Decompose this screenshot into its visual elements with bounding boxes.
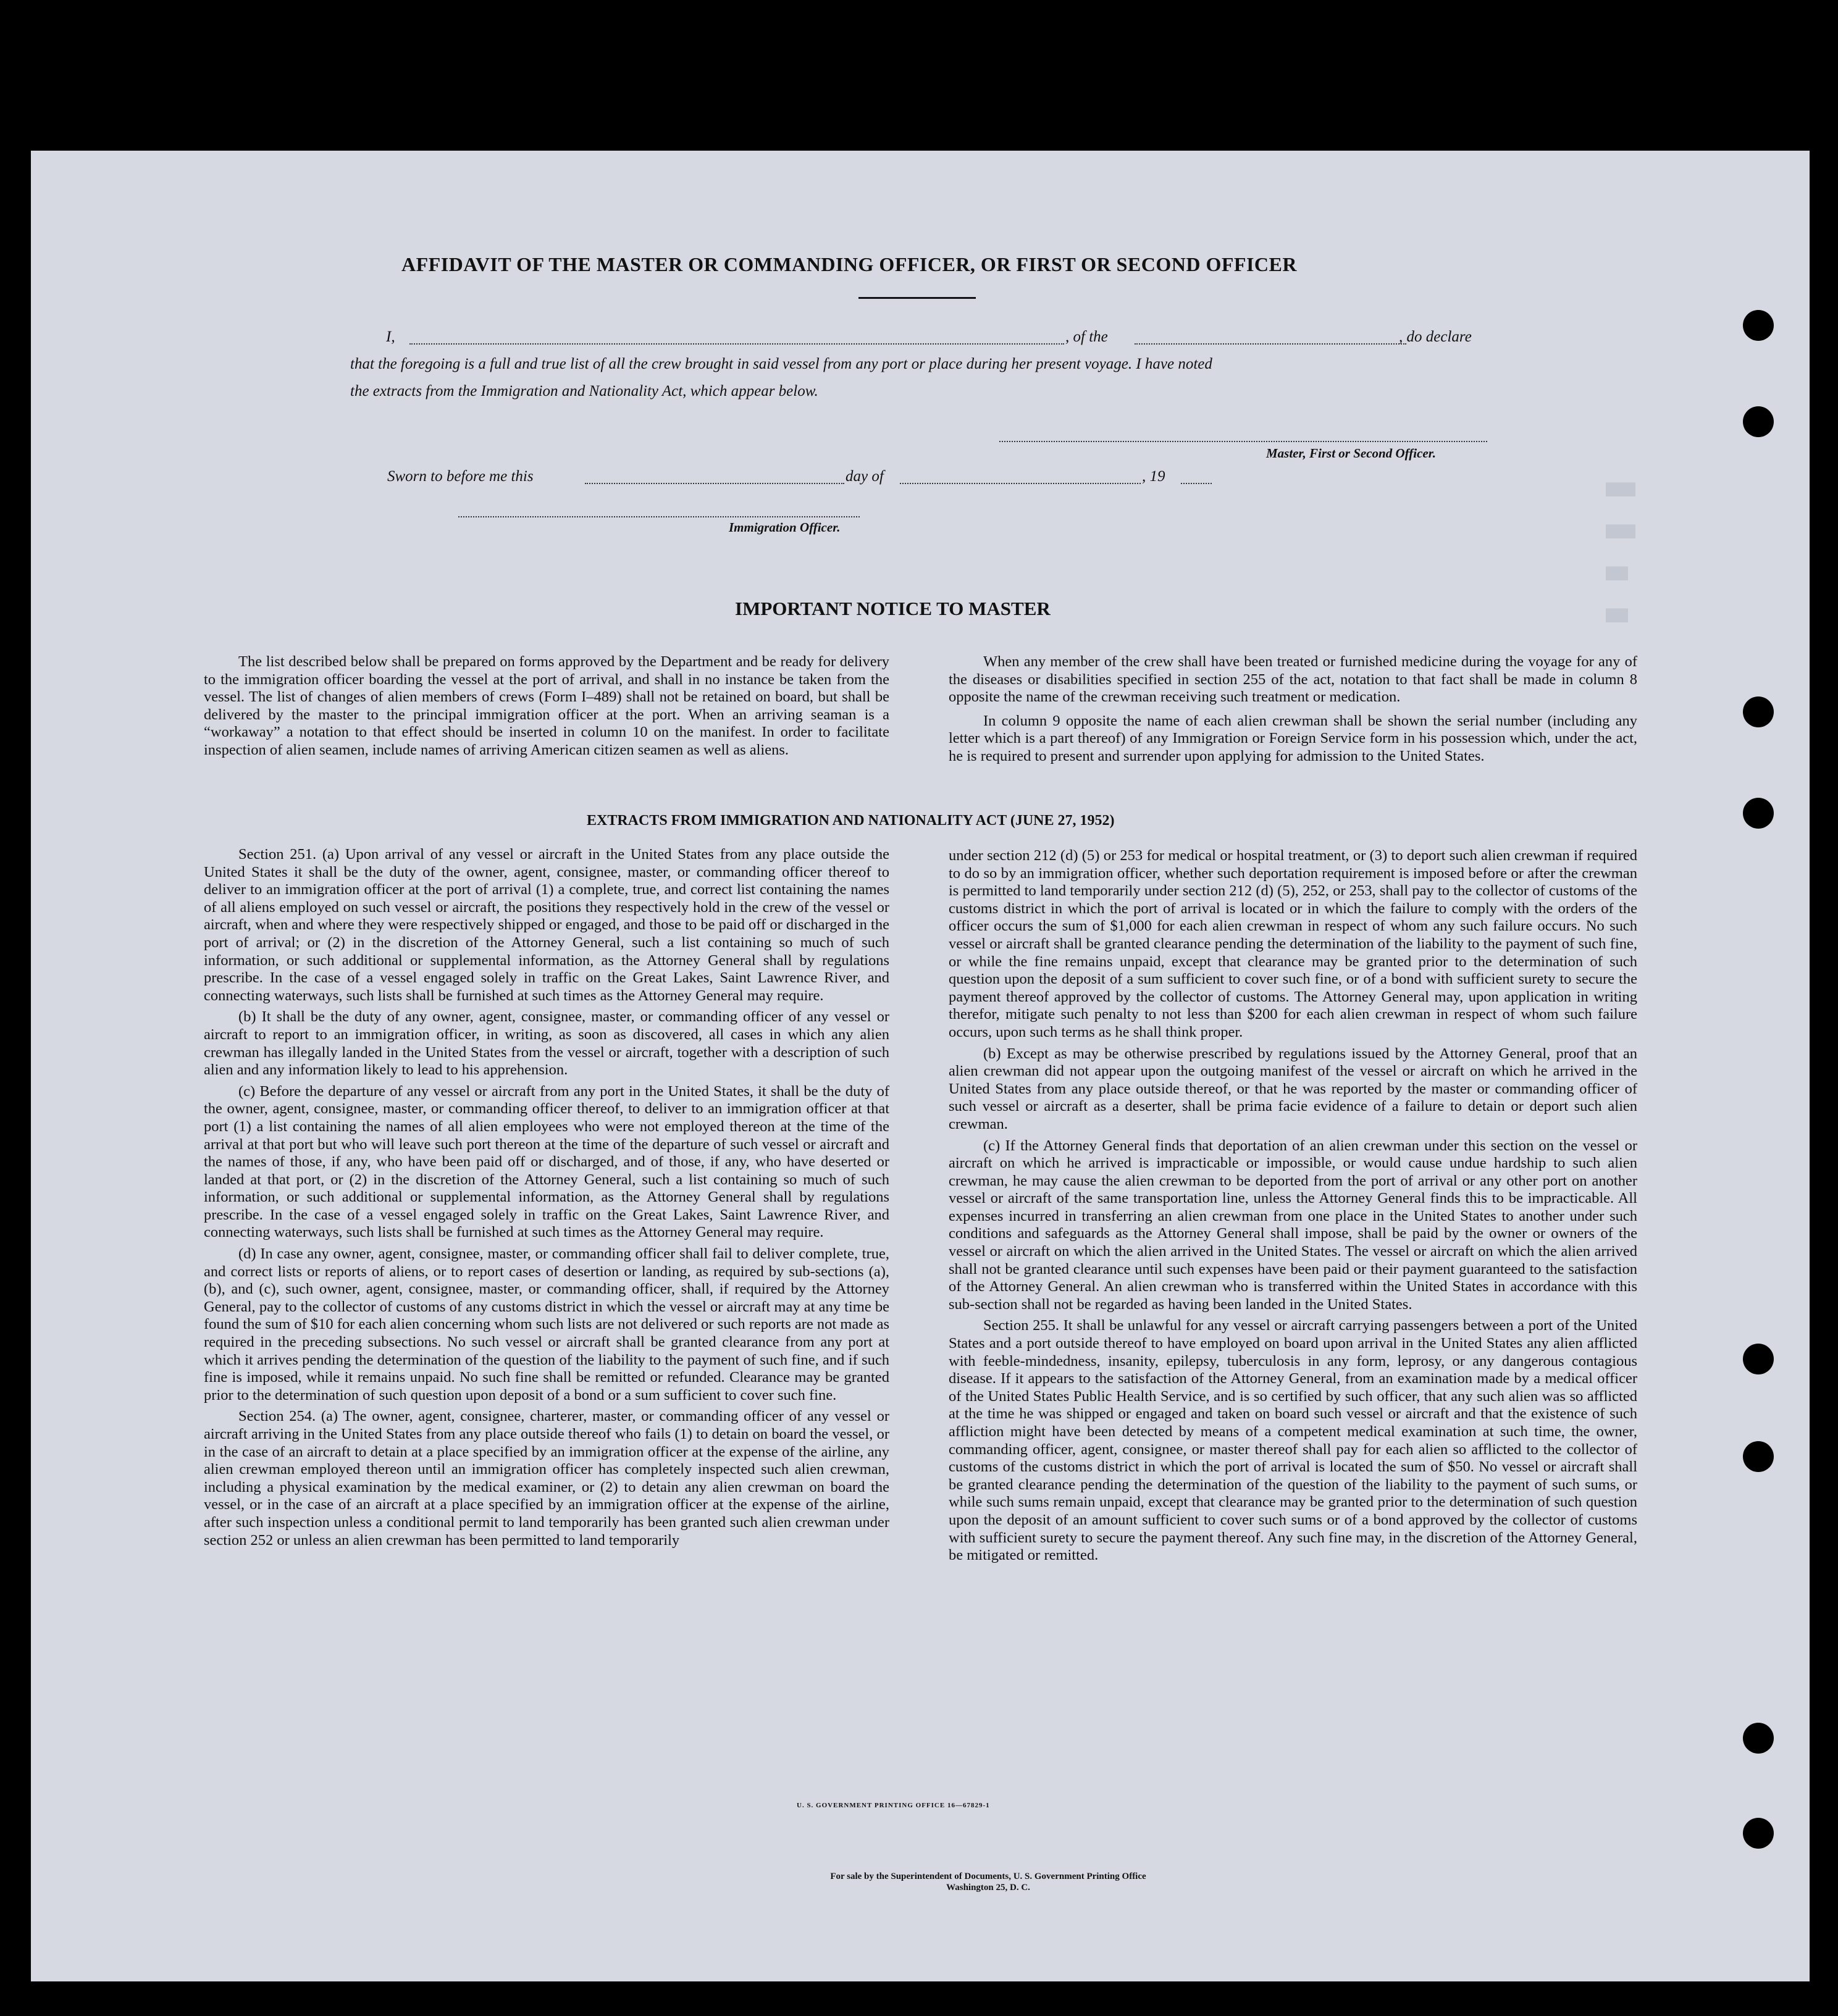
binder-hole bbox=[1743, 1818, 1774, 1849]
sworn-month-field[interactable] bbox=[900, 483, 1141, 484]
year-label: , 19 bbox=[1142, 468, 1165, 485]
section-255: Section 255. It shall be unlawful for any vessel or aircraft carrying passengers between a port of the United States and a port outside thereof to have employed on board upon arrival in the United States any alien afflicted with feeble-mindedness, insanity, epilepsy, tuberculosis in any form, leprosy, or any dangerous contagious disease. If it appears to the satisfaction of the Attorney General, from an examination made by a medical officer of the United States Public Health Service, and is so certified by such officer, that any such alien was so afflicted at the time he was shipped or engaged and taken on board such vessel or aircraft and that the existence of such affliction might have been detected by means of a competent medical examination at such time, the owner, commanding officer, agent, consignee, or master thereof shall pay for each alien so afflicted to the collector of customs of the customs district in which the port of arrival is located the sum of $50. No vessel or aircraft shall be granted clearance pending the determination of the question of the liability to the payment of such sums, or while such sums remain unpaid, except that clearance may be granted prior to the determination of such question upon the deposit of an amount sufficient to cover such sums or of a bond approved by the collector of customs with sufficient surety to secure the payment thereof. Any such fine may, in the discretion of the Attorney General, be mitigated or remitted. bbox=[949, 1317, 1637, 1564]
binder-hole bbox=[1743, 406, 1774, 437]
binder-hole bbox=[1743, 696, 1774, 727]
declarant-line bbox=[386, 328, 1492, 348]
extracts-left-column bbox=[204, 846, 889, 1553]
declarant-name-field[interactable] bbox=[409, 343, 1064, 345]
show-through-marks: ████ ████ ███ ███ bbox=[1606, 483, 1636, 623]
section-251-d: (d) In case any owner, agent, consignee, master, or commanding officer shall fail to deliver complete, true, and correct lists or reports of aliens, or to report cases of desertion or landing, as required by sub-sections (a), (b), and (c), such owner, agent, consignee, master, or commanding officer, shall, if required by the Attorney General, pay to the collector of customs of any customs district in which the vessel or aircraft may at any time be found the sum of $10 for each alien concerning whom such lists are not delivered or such reports are not made as required in the preceding subsections. No such vessel or aircraft shall be granted clearance from any port at which it arrives pending the determination of the question of the liability to the payment of such fine, and if such fine is imposed, while it remains unpaid. No such fine shall be remitted or refunded. Clearance may be granted prior to the determination of such question upon deposit of a bond or a sum sufficient to cover such fine. bbox=[204, 1245, 889, 1403]
footer-line-2: Washington 25, D. C. bbox=[946, 1883, 1030, 1893]
title-rule bbox=[858, 297, 976, 299]
vessel-name-field[interactable] bbox=[1135, 343, 1406, 345]
section-254-b: (b) Except as may be otherwise prescribed by regulations issued by the Attorney General, proof that an alien crewman did not appear upon the outgoing manifest of the vessel or aircraft on which he arrived in the United States from any place outside thereof, or that he was reported by the master or commanding officer of such vessel or aircraft as a deserter, shall be prima facie evidence of a failure to detain or deport such alien crewman. bbox=[949, 1045, 1637, 1132]
notice-right-column bbox=[949, 653, 1637, 769]
printer-imprint: U. S. GOVERNMENT PRINTING OFFICE 16—67829-1 bbox=[797, 1802, 990, 1809]
extracts-title: EXTRACTS FROM IMMIGRATION AND NATIONALITY ACT (JUNE 27, 1952) bbox=[587, 813, 1115, 829]
binder-hole bbox=[1743, 798, 1774, 829]
section-254-c: (c) If the Attorney General finds that deportation of an alien crewman under this section on the vessel or aircraft on which he arrived is impracticable or impossible, or would cause undue hardship to such alien crewman, he may cause the alien crewman to be deported from the port of arrival or any other port on another vessel or aircraft of the same transportation line, unless the Attorney General finds this to be impracticable. All expenses incurred in transferring an alien crewman from one place in the United States to another under such conditions and safeguards as the Attorney General shall impose, shall be paid by the owner or owners of the vessel or aircraft on which the alien arrived in the United States. The vessel or aircraft on which the alien arrived shall not be granted clearance until such expenses have been paid or their payment guaranteed to the satisfaction of the Attorney General. An alien crewman who is transferred within the United States in accordance with this sub-section shall not be regarded as having been landed in the United States. bbox=[949, 1137, 1637, 1313]
footer-line-1: For sale by the Superintendent of Documents, U. S. Government Printing Office bbox=[830, 1872, 1146, 1881]
sworn-date-field[interactable] bbox=[585, 483, 844, 484]
binder-hole bbox=[1743, 1723, 1774, 1754]
do-declare-label: , do declare bbox=[1399, 328, 1472, 345]
notice-left-column bbox=[204, 653, 889, 763]
footer bbox=[618, 1871, 1359, 1893]
master-signature-field[interactable] bbox=[999, 441, 1487, 442]
extracts-right-column bbox=[949, 847, 1637, 1568]
binder-hole bbox=[1743, 310, 1774, 341]
of-the-label: , of the bbox=[1065, 328, 1108, 345]
affidavit-title: AFFIDAVIT OF THE MASTER OR COMMANDING OFFICER, OR FIRST OR SECOND OFFICER bbox=[401, 253, 1297, 275]
notice-right-paragraph-2: In column 9 opposite the name of each alien crewman shall be shown the serial number (including any letter which is a part thereof) of any Immigration or Foreign Service form in his possession which, under the act, he is required to present and surrender upon applying for admission to the United States. bbox=[949, 712, 1637, 764]
section-251-a: Section 251. (a) Upon arrival of any vessel or aircraft in the United States from any place outside the United States it shall be the duty of the owner, agent, consignee, master, or commanding officer thereof to deliver to an immigration officer at the port of arrival (1) a complete, true, and correct list containing the names of all aliens employed on such vessel or aircraft, the positions they respectively hold in the crew of the vessel or aircraft, when and where they were respectively shipped or engaged, and those to be paid off or discharged in the port of arrival; or (2) in the discretion of the Attorney General, such a list containing so much of such information, or such additional or supplemental information, as the Attorney General shall by regulations prescribe. In the case of a vessel engaged solely in traffic on the Great Lakes, Saint Lawrence River, and connecting waterways, such lists shall be furnished at such times as the Attorney General may require. bbox=[204, 846, 889, 1004]
binder-hole bbox=[1743, 1344, 1774, 1374]
day-of-label: day of bbox=[846, 468, 884, 485]
notice-left-paragraph: The list described below shall be prepared on forms approved by the Department and be ready for delivery to the immigration officer boarding the vessel at the port of arrival, and shall in no instance be taken from the vessel. The list of changes of alien members of crews (Form I–489) shall not be retained on board, but shall be delivered by the master to the principal immigration officer at the port. When an arriving seaman is a “workaway” a notation to that effect should be inserted in column 10 on the manifest. In order to facilitate inspection of alien seamen, include names of arriving American citizen seamen as well as aliens. bbox=[204, 653, 889, 758]
section-254-a-continued: under section 212 (d) (5) or 253 for medical or hospital treatment, or (3) to deport such alien crewman if required to do so by an immigration officer, whether such deportation requirement is imposed before or after the crewman is permitted to land temporarily under section 212 (d) (5), 252, or 253, shall pay to the collector of customs of the customs district in which the port of arrival is located or in which the failure to comply with the orders of the officer occurs the sum of $1,000 for each alien crewman in respect of whom any such failure occurs. No such vessel or aircraft shall be granted clearance pending the determination of the liability to the payment of such fine, or while the fine remains unpaid, except that clearance may be granted prior to the determination of such question upon the deposit of a sum sufficient to cover such fine, or of a bond with sufficient surety to secure the payment thereof approved by the collector of customs. The Attorney General may, upon application in writing therefor, mitigate such penalty to not less than $200 for each alien crewman in respect of whom such failure occurs, upon such terms as he shall think proper. bbox=[949, 847, 1637, 1040]
declaration-line-2: that the foregoing is a full and true list of all the crew brought in said vessel from any port or place during her present voyage. I have noted bbox=[350, 356, 1212, 372]
declaration-line-3: the extracts from the Immigration and Nationality Act, which appear below. bbox=[350, 383, 818, 399]
section-251-c: (c) Before the departure of any vessel or aircraft from any port in the United States, it shall be the duty of the owner, agent, consignee, master, or commanding officer thereof, to deliver to an immigration officer at that port (1) a list containing the names of all alien employees who were not employed thereon at the time of the arrival at that port but who will leave such port thereon at the time of the departure of such vessel or aircraft and the names of those, if any, who have been paid off or discharged, and of those, if any, who have deserted or landed at that port, or (2) in the discretion of the Attorney General, such a list containing so much of such information, or such additional or supplemental information, as the Attorney General shall by regulations prescribe. In the case of a vessel engaged solely in traffic on the Great Lakes, Saint Lawrence River, and connecting waterways, such lists shall be furnished at such times as the Attorney General may require. bbox=[204, 1082, 889, 1241]
master-signature-label: Master, First or Second Officer. bbox=[1266, 446, 1436, 461]
sworn-label: Sworn to before me this bbox=[387, 468, 534, 485]
immigration-officer-label: Immigration Officer. bbox=[729, 520, 841, 535]
notice-title: IMPORTANT NOTICE TO MASTER bbox=[735, 598, 1051, 619]
section-251-b: (b) It shall be the duty of any owner, agent, consignee, master, or commanding officer of any vessel or aircraft to report to an immigration officer, in writing, as soon as discovered, all cases in which any alien crewman has illegally landed in the United States from the vessel or aircraft, together with a description of such alien and any information likely to lead to his apprehension. bbox=[204, 1008, 889, 1079]
immigration-officer-signature-field[interactable] bbox=[458, 516, 860, 517]
notice-right-paragraph-1: When any member of the crew shall have been treated or furnished medicine during the voyage for any of the diseases or disabilities specified in section 255 of the act, notation to that fact shall be made in column 8 opposite the name of the crewman receiving such treatment or medication. bbox=[949, 653, 1637, 706]
section-254-a: Section 254. (a) The owner, agent, consignee, charterer, master, or commanding officer of any vessel or aircraft arriving in the United States from any place outside thereof who fails (1) to detain on board the vessel, or in the case of an aircraft to detain at a place specified by an immigration officer at the expense of the airline, any alien crewman employed thereon until an immigration officer has completely inspected such alien crewman, including a physical examination by the medical examiner, or (2) to detain any alien crewman on board the vessel, or in the case of an aircraft at a place specified by an immigration officer at the expense of the airline, after such inspection unless a conditional permit to land temporarily has been granted such alien crewman under section 252 or unless an alien crewman has been permitted to land temporarily bbox=[204, 1408, 889, 1549]
i-label: I, bbox=[386, 328, 395, 345]
sworn-line bbox=[387, 468, 1252, 488]
binder-hole bbox=[1743, 1441, 1774, 1472]
sworn-year-field[interactable] bbox=[1181, 483, 1212, 484]
